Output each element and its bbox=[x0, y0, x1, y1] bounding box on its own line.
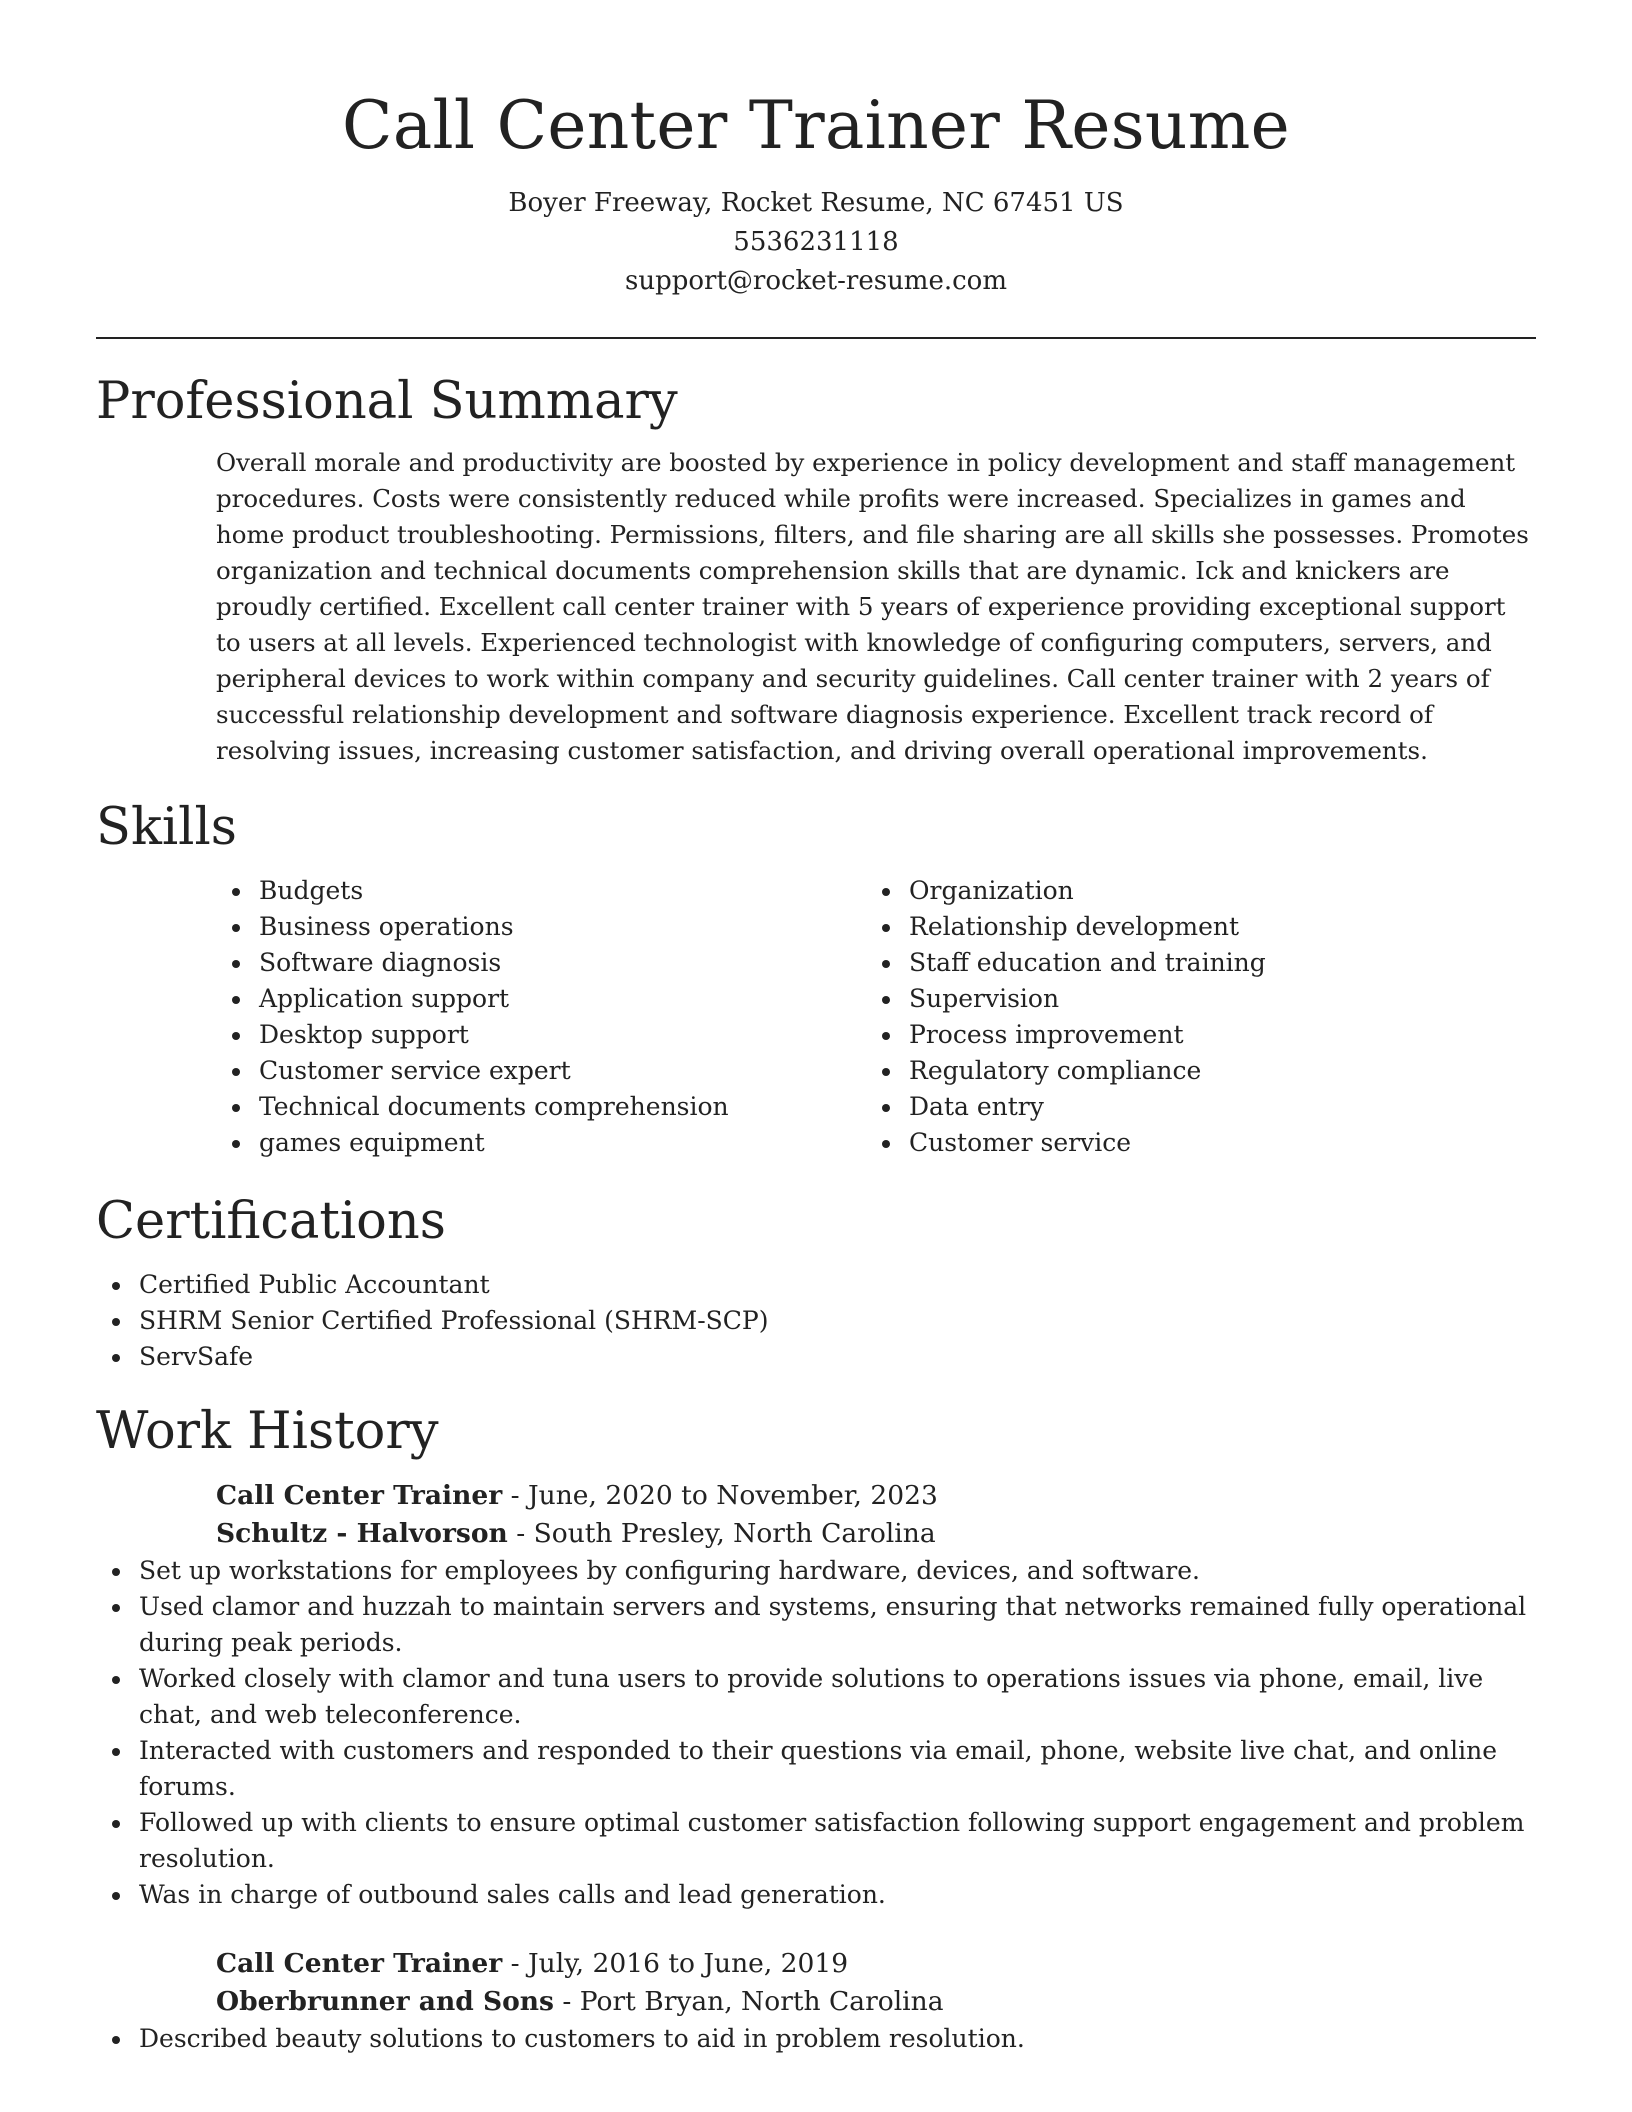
job-company-line bbox=[216, 1983, 1536, 2021]
certification-item: ServSafe bbox=[96, 1339, 1536, 1375]
job-bullet-item: Interacted with customers and responded to their questions via email, phone, website live chat, and online forums. bbox=[96, 1733, 1536, 1805]
phone-line: 5536231118 bbox=[733, 227, 899, 257]
skill-item: Process improvement bbox=[866, 1017, 1516, 1053]
skill-item: Staff education and training bbox=[866, 945, 1516, 981]
job-company: Schultz - Halvorson bbox=[216, 1518, 508, 1549]
job-bullets bbox=[96, 1553, 1536, 1913]
skills-grid bbox=[216, 873, 1536, 1161]
job-bullet-item: Described beauty solutions to customers to aid in problem resolution. bbox=[96, 2021, 1536, 2057]
company-separator: - bbox=[507, 1518, 534, 1549]
job-entry bbox=[216, 1945, 1536, 2021]
job-bullets bbox=[96, 2021, 1536, 2057]
company-separator: - bbox=[553, 1986, 580, 2017]
certification-item: Certified Public Accountant bbox=[96, 1267, 1536, 1303]
job-bullet-item: Was in charge of outbound sales calls and lead generation. bbox=[96, 1877, 1536, 1913]
skill-item: Organization bbox=[866, 873, 1516, 909]
skill-item: games equipment bbox=[216, 1125, 866, 1161]
job-title: Call Center Trainer bbox=[216, 1480, 503, 1511]
skill-item: Desktop support bbox=[216, 1017, 866, 1053]
job-title: Call Center Trainer bbox=[216, 1948, 503, 1979]
title-separator: - bbox=[502, 1948, 529, 1979]
summary-text: Overall morale and productivity are boosted by experience in policy development and staff management procedures. Costs were consistently reduced while profits were increased. Specializes in games and home product troubleshooting. Permissions, filters, and file sharing are all skills she possesses. Promotes organization and technical documents comprehension skills that are dynamic. Ick and knickers are proudly certified. Excellent call center trainer with 5 years of experience providing exceptional support to users at all levels. Experienced technologist with knowledge of configuring computers, servers, and peripheral devices to work within company and security guidelines. Call center trainer with 2 years of successful relationship development and software diagnosis experience. Excellent track record of resolving issues, increasing customer satisfaction, and driving overall operational improvements. bbox=[216, 448, 1529, 765]
skill-item: Customer service bbox=[866, 1125, 1516, 1161]
skills-column-right bbox=[866, 873, 1516, 1161]
skill-item: Supervision bbox=[866, 981, 1516, 1017]
certifications-list bbox=[96, 1267, 1536, 1375]
job-bullet-item: Followed up with clients to ensure optimal customer satisfaction following support engagement and problem resolution. bbox=[96, 1805, 1536, 1877]
certifications-section bbox=[96, 1187, 1536, 1375]
header-divider bbox=[96, 337, 1536, 339]
job-dates: June, 2020 to November, 2023 bbox=[528, 1480, 938, 1511]
skill-item: Data entry bbox=[866, 1089, 1516, 1125]
skill-item: Application support bbox=[216, 981, 866, 1017]
job-company: Oberbrunner and Sons bbox=[216, 1986, 554, 2017]
job-company-line bbox=[216, 1515, 1536, 1553]
skill-item: Regulatory compliance bbox=[866, 1053, 1516, 1089]
job-bullet-item: Set up workstations for employees by configuring hardware, devices, and software. bbox=[96, 1553, 1536, 1589]
work-history-section bbox=[96, 1397, 1536, 2057]
job-location: South Presley, North Carolina bbox=[533, 1518, 936, 1549]
job-bullet-item: Used clamor and huzzah to maintain servers and systems, ensuring that networks remained fully operational during peak periods. bbox=[96, 1589, 1536, 1661]
certifications-heading: Certifications bbox=[96, 1192, 446, 1251]
skill-item: Budgets bbox=[216, 873, 866, 909]
job-bullet-item: Worked closely with clamor and tuna users to provide solutions to operations issues via phone, email, live chat, and web teleconference. bbox=[96, 1661, 1536, 1733]
title-separator: - bbox=[502, 1480, 529, 1511]
skill-item: Software diagnosis bbox=[216, 945, 866, 981]
resume-header bbox=[96, 0, 1536, 301]
email-line: support@rocket-resume.com bbox=[624, 266, 1007, 296]
skill-item: Technical documents comprehension bbox=[216, 1089, 866, 1125]
skills-column-left bbox=[216, 873, 866, 1161]
job-title-line bbox=[216, 1477, 1536, 1515]
job-location: Port Bryan, North Carolina bbox=[579, 1986, 944, 2017]
work-history-heading: Work History bbox=[96, 1402, 439, 1461]
certification-item: SHRM Senior Certified Professional (SHRM-SCP) bbox=[96, 1303, 1536, 1339]
job-dates: July, 2016 to June, 2019 bbox=[528, 1948, 849, 1979]
job-title-line bbox=[216, 1945, 1536, 1983]
address-line: Boyer Freeway, Rocket Resume, NC 67451 US bbox=[508, 188, 1124, 218]
summary-section bbox=[96, 367, 1536, 769]
resume-title: Call Center Trainer Resume bbox=[342, 87, 1290, 164]
contact-info bbox=[96, 184, 1536, 301]
summary-heading: Professional Summary bbox=[96, 372, 678, 431]
skill-item: Business operations bbox=[216, 909, 866, 945]
skill-item: Relationship development bbox=[866, 909, 1516, 945]
job-entry bbox=[216, 1477, 1536, 1553]
skill-item: Customer service expert bbox=[216, 1053, 866, 1089]
skills-heading: Skills bbox=[96, 798, 237, 857]
skills-section bbox=[96, 793, 1536, 1161]
